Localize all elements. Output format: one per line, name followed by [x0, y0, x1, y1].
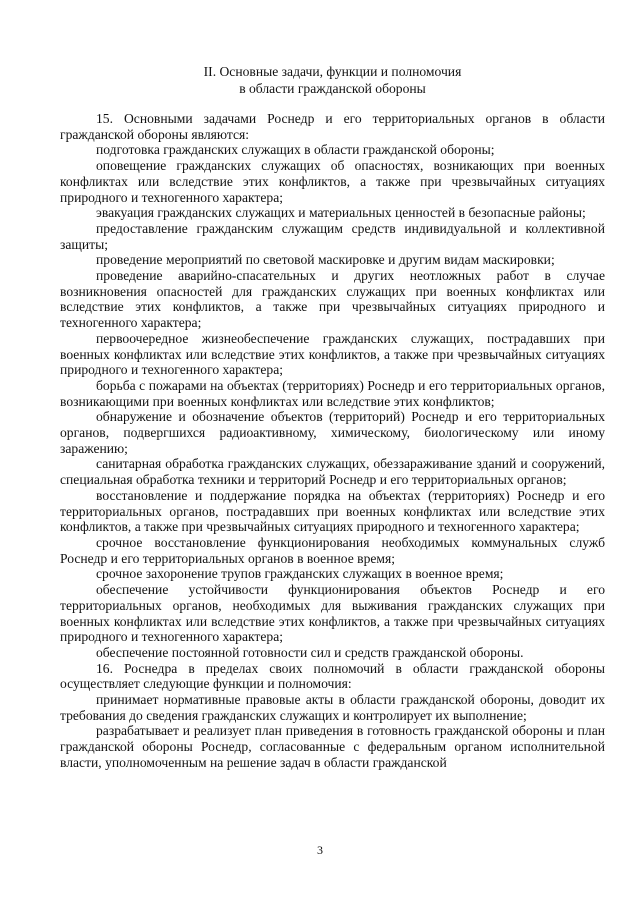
list-item: предоставление гражданским служащим средств индивидуальной и коллективной защиты;: [60, 220, 605, 252]
list-item: санитарная обработка гражданских служащих, обеззараживание зданий и сооружений, специальная обработка техники и территорий Роснедр и его территориальных органов;: [60, 456, 605, 488]
page-number: 3: [317, 843, 323, 857]
paragraph-15-intro: 15. Основными задачами Роснедр и его территориальных органов в области гражданской обороны являются:: [60, 111, 605, 142]
list-item: срочное захоронение трупов гражданских служащих в военное время;: [96, 566, 504, 582]
list-item: оповещение гражданских служащих об опасностях, возникающих при военных конфликтах или вследствие этих конфликтов, а также при чрезвычайных ситуациях природного и техногенного характера;: [60, 158, 605, 205]
document-page: [60, 64, 605, 771]
list-item: разрабатывает и реализует план приведения в готовность гражданской обороны и план гражданской обороны Роснедр, согласованные с федеральным органом исполнительной власти, уполномоченным на решение задач в области гражданской: [60, 723, 605, 770]
list-item: восстановление и поддержание порядка на объектах (территориях) Роснедр и его территориальных органов, пострадавших при военных конфликтах или вследствие этих конфликтов, а также при чрезвычайных ситуациях природного и техногенного характера;: [60, 487, 605, 535]
document-body: [60, 111, 605, 771]
list-item: эвакуация гражданских служащих и материальных ценностей в безопасные районы;: [96, 205, 586, 221]
list-item: подготовка гражданских служащих в области гражданской обороны;: [96, 142, 495, 158]
section-heading-line-2: в области гражданской обороны: [239, 80, 426, 96]
list-item: обеспечение устойчивости функционирования объектов Роснедр и его территориальных органов, необходимых для выживания гражданских служащих при военных конфликтах или вследствие этих конфликтов, а также при чрезвычайных ситуациях природного и техногенного характера;: [60, 582, 605, 645]
list-item: борьба с пожарами на объектах (территориях) Роснедр и его территориальных органов, возникающими при военных конфликтах или вследствие этих конфликтов;: [60, 377, 605, 409]
list-item: проведение аварийно-спасательных и других неотложных работ в случае возникновения опасностей для гражданских служащих при военных конфликтах или вследствие этих конфликтов, а также при чрезвычайных ситуациях природного и техногенного характера;: [60, 268, 605, 331]
list-item: обеспечение постоянной готовности сил и средств гражданской обороны.: [96, 644, 524, 660]
list-item: срочное восстановление функционирования необходимых коммунальных служб Роснедр и его территориальных органов в военное время;: [60, 534, 605, 566]
list-item: первоочередное жизнеобеспечение гражданских служащих, пострадавших при военных конфликтах или вследствие этих конфликтов, а также при чрезвычайных ситуациях природного и техногенного характера;: [60, 330, 605, 378]
paragraph-16-intro: 16. Роснедра в пределах своих полномочий в области гражданской обороны осуществляет следующие функции и полномочия:: [60, 660, 605, 692]
list-item: проведение мероприятий по световой маскировке и другим видам маскировки;: [96, 252, 555, 268]
list-item: обнаружение и обозначение объектов (территорий) Роснедр и его территориальных органов, подвергшихся радиоактивному, химическому, биологическому или иному заражению;: [60, 409, 605, 456]
section-heading: [60, 64, 605, 97]
section-heading-line-1: II. Основные задачи, функции и полномочия: [203, 64, 462, 79]
list-item: принимает нормативные правовые акты в области гражданской обороны, доводит их требования до сведения гражданских служащих и контролирует их выполнение;: [60, 692, 605, 723]
